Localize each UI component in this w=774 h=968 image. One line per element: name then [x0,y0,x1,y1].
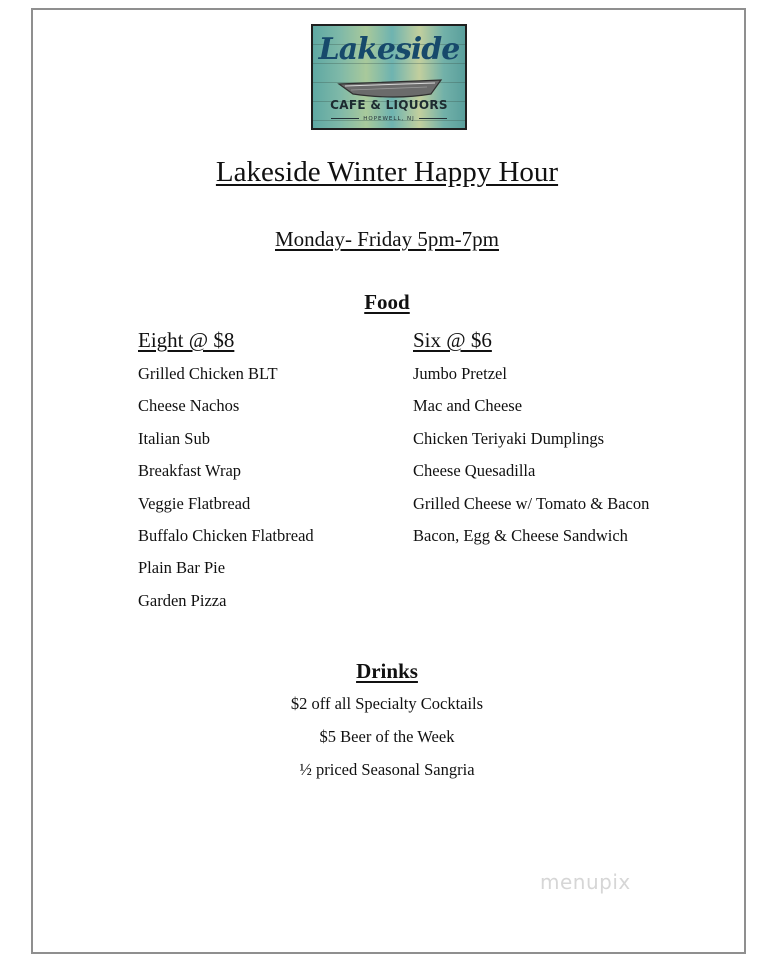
drinks-list [0,694,774,793]
eight-at-eight-column [138,326,314,623]
logo-town-text: HOPEWELL, NJ [313,116,465,122]
drinks-heading: Drinks [356,659,418,683]
list-item: Garden Pizza [138,590,227,610]
list-item: Plain Bar Pie [138,558,226,578]
lakeside-logo [311,24,467,130]
list-item: Cheese Quesadilla [413,461,536,481]
eight-at-eight-list [138,364,314,623]
schedule-subtitle: Monday- Friday 5pm-7pm [275,227,499,251]
list-item: ½ priced Seasonal Sangria [299,760,475,779]
food-heading: Food [364,290,410,314]
logo-script-text: Lakeside [318,32,460,67]
eight-at-eight-heading: Eight @ $8 [138,328,235,352]
six-at-six-heading: Six @ $6 [413,328,492,352]
page-title: Lakeside Winter Happy Hour [215,156,559,188]
list-item: Jumbo Pretzel [413,364,507,383]
list-item: Cheese Nachos [138,396,240,416]
list-item: Italian Sub [138,428,210,448]
list-item: Chicken Teriyaki Dumplings [413,428,605,448]
list-item: $5 Beer of the Week [319,727,455,746]
list-item: Mac and Cheese [413,396,523,416]
list-item: Veggie Flatbread [138,493,251,513]
menupix-watermark: menupix [540,870,631,894]
list-item: Grilled Chicken BLT [138,364,278,383]
logo-banner-text: CAFE & LIQUORS [330,98,448,112]
list-item: Bacon, Egg & Cheese Sandwich [413,525,628,545]
rowboat-icon [335,78,445,100]
list-item: Grilled Cheese w/ Tomato & Bacon [413,493,650,513]
six-at-six-list [413,364,649,558]
list-item: Buffalo Chicken Flatbread [138,525,314,545]
list-item: Breakfast Wrap [138,461,242,481]
list-item: $2 off all Specialty Cocktails [290,694,484,713]
six-at-six-column [413,326,649,558]
